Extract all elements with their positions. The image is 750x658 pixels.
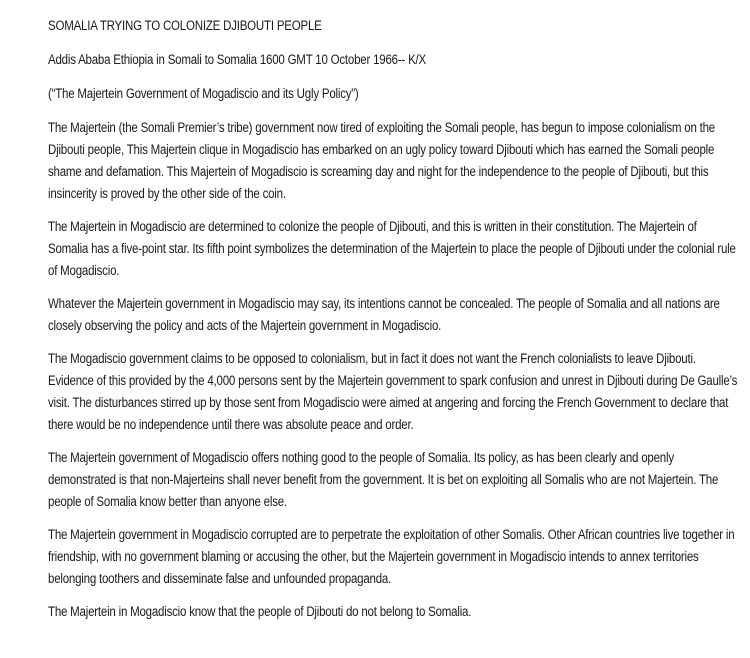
- paragraph: The Majertein government of Mogadiscio offers nothing good to the people of Somalia. Its policy, as has been clearly and openly demonstrated is that non-Majerteins shall never benefit from the government. It is bet on exploiting all Somalis who are not Majertein. The people of Somalia know better than anyone else.: [48, 450, 719, 509]
- paragraph: The Majertein government in Mogadiscio corrupted are to perpetrate the exploitation of other Somalis. Other African countries live together in friendship, with no government blaming or accusing the other, but the Majertein government in Mogadiscio intends to annex territories belonging toothers and disseminate false and unfounded propaganda.: [48, 527, 735, 586]
- document-dateline: Addis Ababa Ethiopia in Somali to Somalia 1600 GMT 10 October 1966-- K/X: [48, 52, 426, 67]
- paragraph: Whatever the Majertein government in Mogadiscio may say, its intentions cannot be concealed. The people of Somalia and all nations are closely observing the policy and acts of the Majertein government in Mogadiscio.: [48, 296, 720, 333]
- paragraph: The Mogadiscio government claims to be opposed to colonialism, but in fact it does not want the French colonialists to leave Djibouti. Evidence of this provided by the 4,000 persons sent by the Majertein government to spark confusion and unrest in Djibouti during De Gaulle’s visit. The disturbances stirred up by those sent from Mogadiscio were aimed at angering and forcing the French Government to declare that there would be no independence until there was absolute peace and order.: [48, 351, 738, 432]
- paragraph: The Majertein in Mogadiscio know that the people of Djibouti do not belong to Somalia.: [48, 604, 472, 619]
- document-title: SOMALIA TRYING TO COLONIZE DJIBOUTI PEOPLE: [48, 18, 322, 33]
- document-body: [48, 15, 738, 634]
- document-subtitle: (“The Majertein Government of Mogadiscio and its Ugly Policy”): [48, 86, 359, 101]
- paragraph: The Majertein in Mogadiscio are determined to colonize the people of Djibouti, and this is written in their constitution. The Majertein of Somalia has a five-point star. Its fifth point symbolizes the determination of the Majertein to place the people of Djibouti under the colonial rule of Mogadiscio.: [48, 219, 736, 278]
- paragraph: The Majertein (the Somali Premier’s tribe) government now tired of exploiting the Somali people, has begun to impose colonialism on the Djibouti people, This Majertein clique in Mogadiscio has embarked on an ugly policy toward Djibouti which has earned the Somali people shame and defamation. This Majertein of Mogadiscio is screaming day and night for the independence to the people of Djibouti, but this insincerity is proved by the other side of the coin.: [48, 120, 715, 201]
